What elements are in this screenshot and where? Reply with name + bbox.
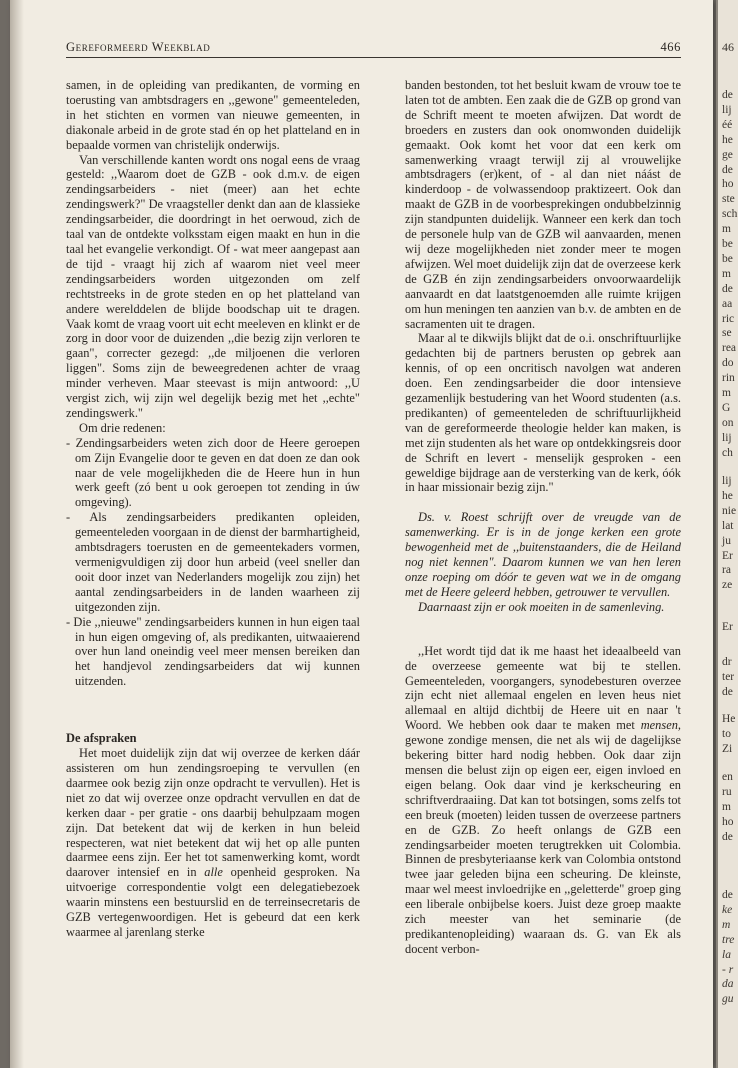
next-page-fragment: be xyxy=(722,252,733,265)
next-page-fragment: m xyxy=(722,267,731,280)
next-page-fragment: de xyxy=(722,830,733,843)
next-page-fragment: m xyxy=(722,223,731,236)
next-page-fragment: ge xyxy=(722,148,733,161)
text-run: gewone zondige mensen, die net als wij de dagelijkse bekering bitter hard nodig hebben. Ook daar zijn mensen die belust zijn op eigen eer, eigen invloed en eigen belang. Ook daar vind je kerkscheuring en schriftverdraaiing. Dat kan tot botsingen, soms zelfs tot een breuk (moeten) leiden tussen de overzeese partners en de GZB. Zo heeft onlangs de GZB een zendingsarbeider moeten terugtrekken uit Colombia. Binnen de presbyteriaanse kerk van Colombia ontstond twee jaar geleden bijna een scheuring. De kleinste, maar wel meest invloedrijke en ,,geletterde" groep ging een liberale onbijbelse koers. Juist deze groep maakte zich meester van het seminarie (de predikantenopleiding) waaraan ds. G. van Ek als docent verbon- xyxy=(405,733,681,956)
next-page-fragment: éé xyxy=(722,118,733,131)
next-page-number: 46 xyxy=(722,40,734,54)
paragraph: samen, in de opleiding van predikanten, de vorming en toerusting van ambtsdragers en ,,gewone" gemeenteleden, in het stichten en vormen van nieuwe gemeenten, in diakonale arbeid in de grote stad én op het platteland en in bepaalde vormen van christelijk onderwijs. xyxy=(66,78,360,152)
next-page-fragment: da xyxy=(722,978,734,991)
next-page-fragment: G xyxy=(722,401,731,414)
next-page-fragment: ru xyxy=(722,785,732,798)
next-page-fragment: Er xyxy=(722,549,733,562)
text-run: openheid gesproken. Na uitvoerige correspondentie volgt een delegatiebezoek waarin minstens een bestuurslid en de terreinsecretaris de GZB vertegenwoordigen. Het is gebeurd dat een kerk waarmee al jarenlang sterke xyxy=(66,865,360,939)
next-page-fragment: dr xyxy=(722,656,732,668)
next-page-fragment: de xyxy=(722,89,733,101)
text-run: Het moet duidelijk zijn dat wij overzee de kerken dáár assisteren om hun zendingsroeping te vervullen (en daarmee ook bezig zijn onze opdracht te vervullen). Het is niet zo dat wij overzee onze opdracht vervullen en dat de kerken daar - per gratie - ons daarbij behulpzaam mogen zijn. Dat betekent dat wij de kerken in hun beleid respecteren, wat niet betekent dat wij het op alle punten daarmee eens zijn. Eer het tot samenwerking komt, wordt daarover intensief en in xyxy=(66,746,360,880)
next-page-fragment: do xyxy=(722,357,734,370)
paragraph: Om drie redenen: xyxy=(79,420,166,435)
next-page-fragment: ke xyxy=(722,903,733,916)
spacer xyxy=(405,495,681,510)
magazine-page xyxy=(10,0,713,1068)
paragraph: banden bestonden, tot het besluit kwam de vrouw toe te laten tot de ambten. Een zaak die de GZB op grond van de Schrift meent te moeten afwijzen. Dat wordt de broeders en zusters dan ook onomwonden duidelijk gemaakt. Ook komt het voor dat een kerk om samenwerking vraagt terwijl zij al vrouwelijke ambtsdragers (er)kent, of - al dan niet náást de kinderdoop - de volwassendoop praktizeert. Ook dan maakt de GZB in de voorbesprekingen ondubbelzinnig zijn standpunten duidelijk. Wanneer een kerk dan toch de personele hulp van de GZB wil aanvaarden, menen wij deze mogelijkheden niet zonder meer te mogen afwijzen. Wel moet duidelijk zijn dat de overzeese kerk de GZB én zijn zendingsarbeiders onvoorwaardelijk aanvaardt en dat laatstgenoemden alle ruimte krijgen om hun meningen ten aanzien van b.v. de ambten en de sacramenten uit te dragen. xyxy=(405,78,681,331)
next-page-fragment: he xyxy=(722,133,733,146)
list-item: - Die ,,nieuwe" zendingsarbeiders kunnen in hun eigen taal in hun eigen omgeving of, als predikanten, uitwaaierend over hun land oneindig veel meer mensen bereiken dan het handjevol zendingsarbeiders dat wij kunnen uitzenden. xyxy=(66,614,360,689)
next-page-fragment: sch xyxy=(722,208,738,221)
paragraph: Van verschillende kanten wordt ons nogal eens de vraag gesteld: ,,Waarom doet de GZB - ook d.m.v. de eigen zendingsarbeiders - niet (meer) aan het echte zendingswerk?" De vraagsteller denkt dan aan de klassieke zendingsarbeider, die doordringt in het oerwoud, zich de taal van de ontdekte volksstam eigen maakt en hun in die taal het evangelie verkondigt. Of - wat meer aangepast aan de tijd - vraagt hij zich af waarom niet veel meer zendingsarbeiders worden uitgezonden om zelf rechtstreeks in de grote steden en op het platteland van andere werelddelen de blijde boodschap uit te dragen. Vaak komt de vraag voort uit echt meeleven en klinkt er de zorg in door voor de duizenden ,,die bezig zijn verloren te gaan", correcter gezegd: ,,de miljoenen die verloren liggen". Soms zijn de beweegredenen achter de vraag minder verheven. Maar steevast is mijn antwoord: ,,U vergist zich, wij zijn wel degelijk bezig met het ,,echte" zendingswerk." xyxy=(66,152,360,420)
next-page-fragment: ze xyxy=(722,579,733,592)
next-page-fragment: ju xyxy=(722,534,731,547)
emphasis: alle xyxy=(204,865,223,880)
editor-intro: Ds. v. Roest schrijft over de vreugde van de samenwerking. Er is in de jonge kerken een grote bewogenheid met de ,,buitenstaanders, die de Heiland nog niet kennen". Daarom kunnen we van hen leren onze roeping om dóór te geven wat we in de omgang met de Heere geleerd hebben, getrouwer te vervullen. xyxy=(405,510,681,599)
paragraph xyxy=(405,644,681,957)
next-page-fragment: lij xyxy=(722,475,732,487)
next-page-fragment: rin xyxy=(722,372,735,385)
next-page-fragment: ste xyxy=(722,193,735,206)
next-page-fragment: Zi xyxy=(722,742,733,755)
publication-title: Gereformeerd Weekblad xyxy=(66,40,211,54)
next-page-fragment: de xyxy=(722,685,733,698)
emphasis: mensen, xyxy=(640,718,681,733)
next-page-fragment: la xyxy=(722,948,731,961)
next-page-fragment: He xyxy=(722,713,736,725)
spacer xyxy=(405,615,681,644)
next-page-fragment: aa xyxy=(722,297,733,310)
next-page-fragment: de xyxy=(722,282,733,295)
paragraph: Maar al te dikwijls blijkt dat de o.i. onschriftuurlijke gedachten bij de partners berusten op gebrek aan kennis, of op een oncritisch navolgen wat anderen doen. Een zendingsarbeider die door intensieve gezamenlijk bestudering van het Woord studenten (a.s. predikanten) of gemeenteleden de schriftuurlijkheid van de gereformeerde theologie helder kan maken, is met zijn studenten als het ware op ontdekkingsreis door de Schrift en levert - menselijk gesproken - een geweldige bijdrage aan de versterking van de kerk, óók in haar missionair bezig zijn." xyxy=(405,331,681,495)
next-page-fragment: ric xyxy=(722,312,735,325)
next-page-fragment: lij xyxy=(722,431,732,444)
left-column xyxy=(66,78,360,940)
next-page-fragment: m xyxy=(722,387,731,399)
next-page-fragment: ch xyxy=(722,446,733,459)
next-page-fragment: be xyxy=(722,238,733,250)
reasons-list xyxy=(66,436,360,689)
section-heading: De afspraken xyxy=(66,731,137,746)
next-page-fragment: ra xyxy=(722,564,731,577)
next-page-fragment: to xyxy=(722,727,731,740)
next-page-fragment: lat xyxy=(722,519,734,532)
page-number: 466 xyxy=(660,40,681,54)
next-page-fragment: gu xyxy=(722,993,734,1006)
editor-intro: Daarnaast zijn er ook moeiten in de samenleving. xyxy=(418,599,665,614)
running-header xyxy=(66,40,681,56)
next-page-fragment: - r xyxy=(722,963,734,976)
next-page-fragment: nie xyxy=(722,504,737,517)
next-page-edge xyxy=(716,0,738,1068)
next-page-fragment: he xyxy=(722,489,733,502)
next-page-fragment: ho xyxy=(722,815,734,828)
list-item: - Zendingsarbeiders weten zich door de Heere geroepen om Zijn Evangelie door te geven en dat doen ze dan ook naar de vele mogelijkheden die de Heere hun in hun werk geeft (zó bent u ook geroepen tot zending in úw omgeving). xyxy=(66,435,360,510)
right-column xyxy=(405,78,681,957)
next-page-fragment: m xyxy=(722,918,731,931)
next-page-fragment: m xyxy=(722,800,731,813)
next-page-fragment: se xyxy=(722,327,732,340)
paragraph xyxy=(66,746,360,940)
next-page-fragment: de xyxy=(722,889,733,901)
next-page-fragment: Er xyxy=(722,621,733,633)
next-page-fragment: tre xyxy=(722,933,735,946)
header-rule xyxy=(66,57,681,58)
next-page-fragment: on xyxy=(722,416,734,429)
text-run: ,,Het wordt tijd dat ik me haast het ideaalbeeld van de overzeese gemeente wat bij te stellen. Gemeenteleden, voorgangers, synodebesturen overzee zijn echt niet allemaal engelen en leven heus niet allemaal en altijd dichtbij de Heere uit en naar 't Woord. We hebben ook daar te maken met xyxy=(405,643,681,733)
next-page-fragment: lij xyxy=(722,103,732,116)
next-page-fragment: en xyxy=(722,771,733,783)
next-page-fragment: rea xyxy=(722,342,737,355)
next-page-fragment: de xyxy=(722,163,733,176)
next-page-fragment: ter xyxy=(722,670,735,683)
list-item: - Als zendingsarbeiders predikanten opleiden, gemeenteleden voorgaan in de dienst der barmhartigheid, ambtsdragers toerusten en de gemeentekaders vormen, vermenigvuldigen zij door hun arbeid (veel sneller dan ooit door inzet van Nederlanders mogelijk zou zijn) het aantal zendingsarbeiders in de landen waarheen zij uitgezonden zijn. xyxy=(66,510,360,614)
next-page-fragment: ho xyxy=(722,178,734,191)
